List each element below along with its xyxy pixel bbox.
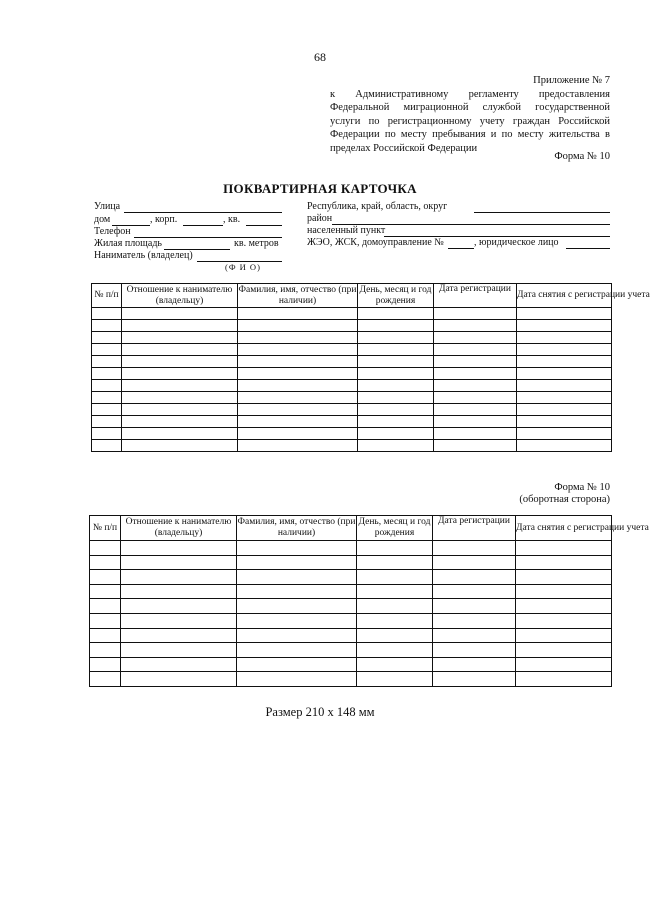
table-row <box>92 320 612 332</box>
table-cell[interactable] <box>434 344 517 356</box>
appendix-line: пределах Российской Федерации <box>330 142 478 154</box>
col-header-relation: Отношение к нанимателю (владельцу) <box>122 284 238 308</box>
table-cell[interactable] <box>92 428 122 440</box>
table-cell[interactable] <box>516 657 612 672</box>
table-row <box>92 332 612 344</box>
table-row <box>90 570 612 585</box>
table-cell[interactable] <box>90 613 121 628</box>
table-cell[interactable] <box>516 570 612 585</box>
fio-caption: (Ф И О) <box>225 262 261 272</box>
table-cell[interactable] <box>92 368 122 380</box>
table-cell[interactable] <box>433 555 516 570</box>
table-cell[interactable] <box>358 404 434 416</box>
table-cell[interactable] <box>90 672 121 687</box>
page-number: 68 <box>314 50 326 64</box>
table-cell[interactable] <box>237 672 357 687</box>
table-cell[interactable] <box>357 555 433 570</box>
table-cell[interactable] <box>90 584 121 599</box>
table-cell[interactable] <box>434 440 517 452</box>
col-header-number: № п/п <box>92 284 122 308</box>
page-title: ПОКВАРТИРНАЯ КАРТОЧКА <box>223 181 417 196</box>
table-cell[interactable] <box>517 320 612 332</box>
table-cell[interactable] <box>434 332 517 344</box>
table-cell[interactable] <box>433 628 516 643</box>
table-cell[interactable] <box>433 541 516 556</box>
table-cell[interactable] <box>238 404 358 416</box>
table-cell[interactable] <box>357 643 433 658</box>
table-cell[interactable] <box>358 368 434 380</box>
table-cell[interactable] <box>238 320 358 332</box>
street-label: Улица <box>94 201 121 212</box>
table-cell[interactable] <box>517 308 612 320</box>
table-cell[interactable] <box>516 643 612 658</box>
table-cell[interactable] <box>90 628 121 643</box>
table-cell[interactable] <box>357 672 433 687</box>
col-header-birthdate: День, месяц и год рождения <box>357 516 433 541</box>
table-cell[interactable] <box>122 416 238 428</box>
table-cell[interactable] <box>237 613 357 628</box>
region-label: Республика, край, область, округ <box>307 201 448 212</box>
table-cell[interactable] <box>358 428 434 440</box>
form-number: Форма № 10 <box>554 151 610 162</box>
appendix-line: к Административному регламенту предоставления <box>330 88 610 100</box>
table-cell[interactable] <box>122 404 238 416</box>
corp-field[interactable] <box>183 225 223 226</box>
table-cell[interactable] <box>433 599 516 614</box>
region-field[interactable] <box>474 212 610 213</box>
table-cell[interactable] <box>237 555 357 570</box>
back-form-number: Форма № 10 <box>554 482 610 493</box>
housing-label: ЖЭО, ЖСК, домоуправление № <box>307 237 444 248</box>
table-cell[interactable] <box>238 416 358 428</box>
table-cell[interactable] <box>516 672 612 687</box>
back-rows <box>90 541 612 687</box>
table-cell[interactable] <box>122 344 238 356</box>
size-note: Размер 210 х 148 мм <box>265 705 375 719</box>
table-cell[interactable] <box>357 628 433 643</box>
table-cell[interactable] <box>433 672 516 687</box>
table-cell[interactable] <box>237 570 357 585</box>
registration-table-front <box>91 283 650 452</box>
table-cell[interactable] <box>121 599 237 614</box>
table-cell[interactable] <box>90 570 121 585</box>
tenant-label: Наниматель (владелец) <box>94 250 193 261</box>
table-cell[interactable] <box>122 368 238 380</box>
table-cell[interactable] <box>516 555 612 570</box>
locality-label: населенный пункт <box>307 225 386 236</box>
table-cell[interactable] <box>92 332 122 344</box>
corp-label: , корп. <box>150 214 178 225</box>
table-cell[interactable] <box>92 344 122 356</box>
table-cell[interactable] <box>121 570 237 585</box>
col-header-birthdate: День, месяц и год рождения <box>358 284 434 308</box>
table-row <box>92 404 612 416</box>
table-cell[interactable] <box>121 657 237 672</box>
table-cell[interactable] <box>121 613 237 628</box>
table-cell[interactable] <box>90 643 121 658</box>
appendix-line: Федеральной миграционной службой государственной <box>330 102 610 114</box>
table-cell[interactable] <box>121 555 237 570</box>
table-cell[interactable] <box>92 320 122 332</box>
table-row <box>92 380 612 392</box>
district-label: район <box>307 213 333 224</box>
table-cell[interactable] <box>516 584 612 599</box>
front-rows <box>92 308 612 452</box>
table-cell[interactable] <box>357 584 433 599</box>
table-row <box>92 356 612 368</box>
table-cell[interactable] <box>122 392 238 404</box>
table-row <box>90 555 612 570</box>
table-row <box>92 392 612 404</box>
table-cell[interactable] <box>92 440 122 452</box>
table-cell[interactable] <box>238 332 358 344</box>
sq-m-label: кв. метров <box>234 238 279 249</box>
living-area-label: Жилая площадь <box>94 238 162 249</box>
table-cell[interactable] <box>237 599 357 614</box>
table-cell[interactable] <box>517 392 612 404</box>
table-cell[interactable] <box>517 368 612 380</box>
col-header-reg-date: Дата регистрации <box>434 284 517 308</box>
table-cell[interactable] <box>516 613 612 628</box>
table-cell[interactable] <box>92 416 122 428</box>
table-row <box>90 613 612 628</box>
appendix-block <box>330 74 610 156</box>
house-label: дом <box>94 214 111 225</box>
table-cell[interactable] <box>121 643 237 658</box>
table-cell[interactable] <box>357 613 433 628</box>
legal-entity-field[interactable] <box>566 248 610 249</box>
table-cell[interactable] <box>238 440 358 452</box>
table-cell[interactable] <box>516 541 612 556</box>
table-row <box>90 672 612 687</box>
table-cell[interactable] <box>92 308 122 320</box>
col-header-name: Фамилия, имя, отчество (при наличии) <box>238 284 357 306</box>
table-cell[interactable] <box>122 428 238 440</box>
table-cell[interactable] <box>122 356 238 368</box>
table-cell[interactable] <box>358 320 434 332</box>
table-cell[interactable] <box>433 657 516 672</box>
table-cell[interactable] <box>358 416 434 428</box>
table-cell[interactable] <box>237 643 357 658</box>
table-cell[interactable] <box>90 599 121 614</box>
table-cell[interactable] <box>517 440 612 452</box>
table-cell[interactable] <box>434 308 517 320</box>
table-cell[interactable] <box>358 380 434 392</box>
table-cell[interactable] <box>517 332 612 344</box>
appendix-line: Федерации по месту пребывания и по месту жительства в <box>330 129 610 141</box>
table-cell[interactable] <box>121 672 237 687</box>
table-cell[interactable] <box>433 570 516 585</box>
table-cell[interactable] <box>517 380 612 392</box>
apt-field[interactable] <box>246 225 282 226</box>
table-cell[interactable] <box>92 392 122 404</box>
legal-entity-label: , юридическое лицо <box>474 237 559 248</box>
table-cell[interactable] <box>92 380 122 392</box>
table-cell[interactable] <box>90 555 121 570</box>
table-cell[interactable] <box>434 416 517 428</box>
street-field[interactable] <box>124 212 282 213</box>
table-cell[interactable] <box>516 599 612 614</box>
table-cell[interactable] <box>237 541 357 556</box>
table-cell[interactable] <box>434 428 517 440</box>
col-header-reg-date: Дата регистрации <box>433 516 516 541</box>
col-header-dereg-date: Дата снятия с регистрации учета <box>517 284 612 308</box>
table-cell[interactable] <box>358 440 434 452</box>
table-cell[interactable] <box>433 584 516 599</box>
table-cell[interactable] <box>433 613 516 628</box>
table-cell[interactable] <box>122 440 238 452</box>
table-cell[interactable] <box>237 657 357 672</box>
table-cell[interactable] <box>434 368 517 380</box>
table-cell[interactable] <box>90 657 121 672</box>
table-cell[interactable] <box>434 356 517 368</box>
table-row <box>92 428 612 440</box>
apt-label: , кв. <box>223 214 241 225</box>
table-cell[interactable] <box>357 657 433 672</box>
table-cell[interactable] <box>358 344 434 356</box>
table-cell[interactable] <box>237 628 357 643</box>
table-cell[interactable] <box>434 404 517 416</box>
table-row <box>90 643 612 658</box>
table-cell[interactable] <box>238 392 358 404</box>
table-cell[interactable] <box>122 332 238 344</box>
table-cell[interactable] <box>434 320 517 332</box>
table-cell[interactable] <box>358 356 434 368</box>
table-cell[interactable] <box>517 428 612 440</box>
col-header-relation: Отношение к нанимателю (владельцу) <box>121 516 237 541</box>
table-cell[interactable] <box>358 308 434 320</box>
table-cell[interactable] <box>122 380 238 392</box>
appendix-line: услуги по регистрационному учету граждан Российской <box>330 115 610 127</box>
table-cell[interactable] <box>357 570 433 585</box>
table-cell[interactable] <box>122 320 238 332</box>
table-cell[interactable] <box>122 308 238 320</box>
table-row <box>92 344 612 356</box>
table-row <box>90 599 612 614</box>
table-cell[interactable] <box>92 356 122 368</box>
table-cell[interactable] <box>90 541 121 556</box>
table-row <box>90 584 612 599</box>
table-row <box>90 657 612 672</box>
table-cell[interactable] <box>517 356 612 368</box>
table-cell[interactable] <box>121 584 237 599</box>
registration-table-back <box>89 515 649 687</box>
table-cell[interactable] <box>121 628 237 643</box>
table-cell[interactable] <box>434 380 517 392</box>
table-cell[interactable] <box>357 599 433 614</box>
table-cell[interactable] <box>516 628 612 643</box>
col-header-dereg-date: Дата снятия с регистрации учета <box>516 516 612 541</box>
appendix-line: Приложение № 7 <box>533 75 610 86</box>
table-cell[interactable] <box>358 392 434 404</box>
housing-number-field[interactable] <box>448 248 474 249</box>
back-side-label: (оборотная сторона) <box>519 494 610 505</box>
table-cell[interactable] <box>238 356 358 368</box>
table-row <box>92 368 612 380</box>
table-cell[interactable] <box>238 380 358 392</box>
table-row <box>90 541 612 556</box>
table-cell[interactable] <box>517 416 612 428</box>
table-cell[interactable] <box>517 404 612 416</box>
col-header-number: № п/п <box>90 516 121 541</box>
table-row <box>92 308 612 320</box>
table-cell[interactable] <box>238 344 358 356</box>
table-cell[interactable] <box>92 404 122 416</box>
table-row <box>90 628 612 643</box>
table-cell[interactable] <box>238 428 358 440</box>
table-cell[interactable] <box>434 392 517 404</box>
table-cell[interactable] <box>237 584 357 599</box>
table-row <box>92 440 612 452</box>
table-cell[interactable] <box>517 344 612 356</box>
table-cell[interactable] <box>238 368 358 380</box>
col-header-name: Фамилия, имя, отчество (при наличии) <box>237 516 357 541</box>
table-cell[interactable] <box>358 332 434 344</box>
table-cell[interactable] <box>357 541 433 556</box>
table-cell[interactable] <box>238 308 358 320</box>
phone-label: Телефон <box>94 226 131 237</box>
table-row <box>92 416 612 428</box>
table-cell[interactable] <box>121 541 237 556</box>
table-cell[interactable] <box>433 643 516 658</box>
